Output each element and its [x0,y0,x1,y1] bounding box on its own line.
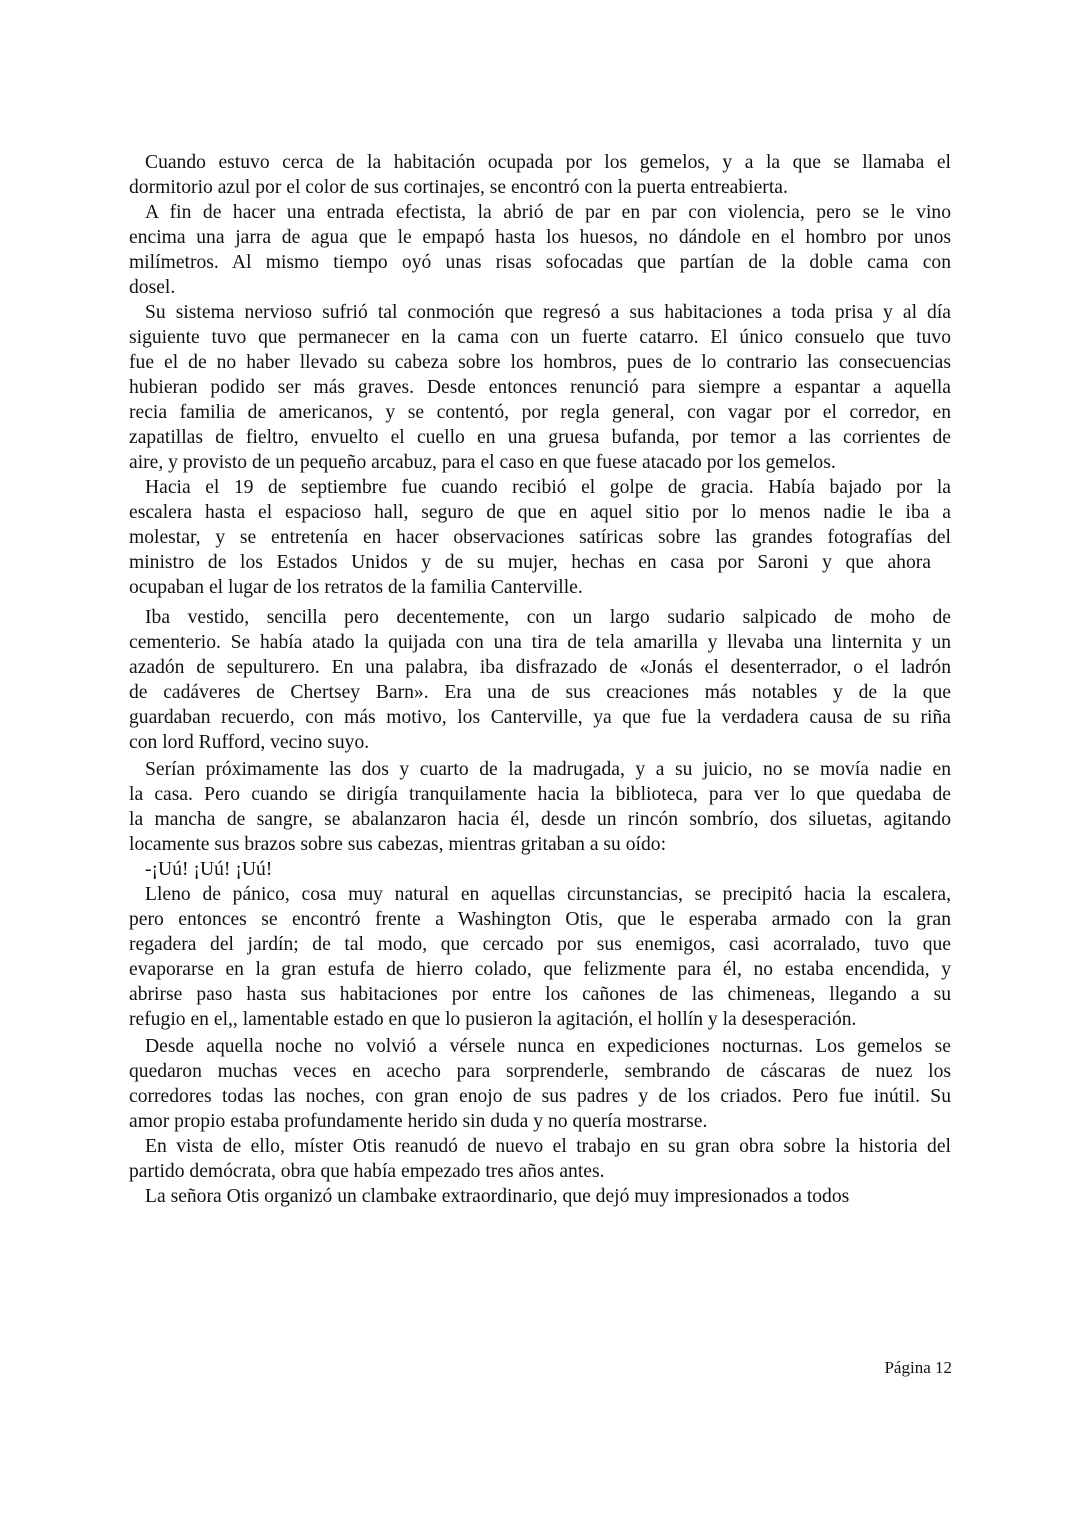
text-line: corredores todas las noches, con gran enojo de sus padres y de los criados. Pero fue inútil. Su [129,1086,951,1107]
text-line: pero entonces se encontró frente a Washington Otis, que le esperaba armado con la gran [129,909,951,930]
page-number: Página 12 [884,1358,952,1377]
text-line: ocupaban el lugar de los retratos de la familia Canterville. [129,577,583,598]
text-line: A fin de hacer una entrada efectista, la abrió de par en par con violencia, pero se le vino [145,202,951,223]
text-line: Iba vestido, sencilla pero decentemente, con un largo sudario salpicado de moho de [145,607,951,628]
text-line: azadón de sepulturero. En una palabra, iba disfrazado de «Jonás el desenterrador, o el ladrón [129,657,951,678]
text-line: Cuando estuvo cerca de la habitación ocupada por los gemelos, y a la que se llamaba el [145,152,951,173]
text-line: locamente sus brazos sobre sus cabezas, mientras gritaban a su oído: [129,834,667,855]
text-line: regadera del jardín; de tal modo, que cercado por sus enemigos, casi acorralado, tuvo que [129,934,951,955]
text-line: aire, y provisto de un pequeño arcabuz, para el caso en que fuese atacado por los gemelos. [129,452,836,473]
text-line: hubieran podido ser más graves. Desde entonces renunció para siempre a espantar a aquella [129,377,951,398]
text-line: amor propio estaba profundamente herido sin duda y no quería mostrarse. [129,1111,708,1132]
text-line: cementerio. Se había atado la quijada con una tira de tela amarilla y llevaba una linternita y un [129,632,951,653]
text-line: encima una jarra de agua que le empapó hasta los huesos, no dándole en el hombro por unos [129,227,951,248]
text-line: Lleno de pánico, cosa muy natural en aquellas circunstancias, se precipitó hacia la escalera, [145,884,951,905]
text-line: la casa. Pero cuando se dirigía tranquilamente hacia la biblioteca, para ver lo que quedaba de [129,784,951,805]
text-line: Hacia el 19 de septiembre fue cuando recibió el golpe de gracia. Había bajado por la [145,477,951,498]
text-line: fue el de no haber llevado su cabeza sobre los hombros, pues de lo contrario las consecuencias [129,352,951,373]
text-line: molestar, y se entretenía en hacer observaciones satíricas sobre las grandes fotografías del [129,527,951,548]
text-line: ministro de los Estados Unidos y de su mujer, hechas en casa por Saroni y que ahora [129,552,931,573]
text-line: quedaron muchas veces en acecho para sorprenderle, sembrando de cáscaras de nuez los [129,1061,951,1082]
text-line: siguiente tuvo que permanecer en la cama con un fuerte catarro. El único consuelo que tuvo [129,327,951,348]
text-line: evaporarse en la gran estufa de hierro colado, que felizmente para él, no estaba encendida, y [129,959,951,980]
text-line: abrirse paso hasta sus habitaciones por entre los cañones de las chimeneas, llegando a su [129,984,951,1005]
text-line: -¡Uú! ¡Uú! ¡Uú! [145,859,273,880]
text-line: recia familia de americanos, y se contentó, por regla general, con vagar por el corredor, en [129,402,951,423]
text-line: La señora Otis organizó un clambake extraordinario, que dejó muy impresionados a todos [145,1186,850,1207]
text-line: la mancha de sangre, se abalanzaron hacia él, desde un rincón sombrío, dos siluetas, agitando [129,809,951,830]
text-line: guardaban recuerdo, con más motivo, los Canterville, ya que fue la verdadera causa de su riña [129,707,951,728]
text-line: escalera hasta el espacioso hall, seguro de que en aquel sitio por lo menos nadie le iba a [129,502,951,523]
text-line: con lord Rufford, vecino suyo. [129,732,370,753]
text-line: Serían próximamente las dos y cuarto de la madrugada, y a su juicio, no se movía nadie en [145,759,951,780]
text-line: zapatillas de fieltro, envuelto el cuello en una gruesa bufanda, por temor a las corrientes de [129,427,951,448]
text-line: Desde aquella noche no volvió a vérsele nunca en expediciones nocturnas. Los gemelos se [145,1036,951,1057]
text-line: de cadáveres de Chertsey Barn». Era una de sus creaciones más notables y de la que [129,682,951,703]
text-line: Su sistema nervioso sufrió tal conmoción que regresó a sus habitaciones a toda prisa y al día [145,302,951,323]
text-line: partido demócrata, obra que había empezado tres años antes. [129,1161,605,1182]
text-line: dormitorio azul por el color de sus cortinajes, se encontró con la puerta entreabierta. [129,177,788,198]
text-line: dosel. [129,277,176,298]
text-line: milímetros. Al mismo tiempo oyó unas risas sofocadas que partían de la doble cama con [129,252,951,273]
text-line: En vista de ello, míster Otis reanudó de nuevo el trabajo en su gran obra sobre la historia del [145,1136,951,1157]
text-line: refugio en el,, lamentable estado en que lo pusieron la agitación, el hollín y la desesperación. [129,1009,857,1030]
